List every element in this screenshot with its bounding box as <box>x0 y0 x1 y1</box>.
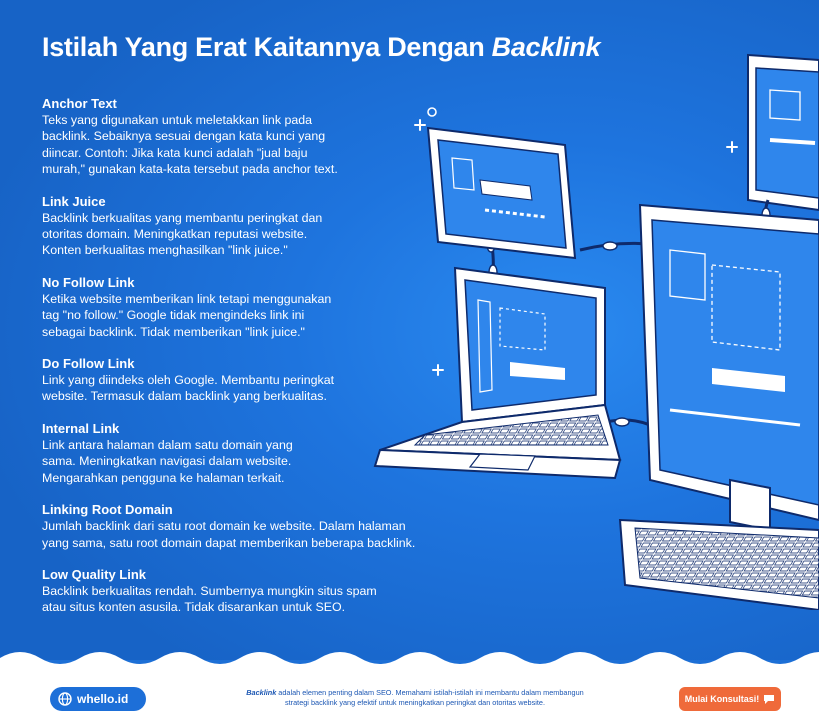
title-emphasis: Backlink <box>491 32 601 62</box>
footer-note <box>200 688 630 708</box>
term-description-line: Backlink berkualitas yang membantu peringkat dan <box>42 210 323 225</box>
footer-note-emphasis: Backlink <box>246 688 277 697</box>
consult-button[interactable] <box>679 687 781 711</box>
term-description-line: Link yang diindeks oleh Google. Membantu peringkat <box>42 373 335 388</box>
term-description-line: Teks yang digunakan untuk meletakkan link pada <box>42 113 313 127</box>
desktop-monitor <box>620 205 819 610</box>
tablet <box>428 128 575 258</box>
term-title: Low Quality Link <box>42 566 147 582</box>
footer-wave <box>0 640 819 670</box>
globe-icon <box>58 692 72 706</box>
term-description-line: Ketika website memberikan link tetapi menggunakan <box>42 291 332 306</box>
term-title: Link Juice <box>42 193 106 209</box>
monitor-top-right <box>748 55 819 210</box>
term-title: Internal Link <box>42 420 120 436</box>
laptop <box>375 268 620 478</box>
logo-text: whello.id <box>77 692 129 706</box>
term-description-line: Konten berkualitas menghasilkan "link juice." <box>42 243 288 258</box>
devices-illustration <box>360 50 819 610</box>
term-title: No Follow Link <box>42 274 135 290</box>
term-description-line: Jumlah backlink dari satu root domain ke website. Dalam halaman <box>42 519 406 534</box>
logo-button[interactable] <box>50 687 146 711</box>
term-description-line: Mengarahkan pengguna ke halaman terkait. <box>42 470 285 485</box>
footer <box>0 668 819 727</box>
footer-note-line2: strategi backlink yang efektif untuk meningkatkan peringkat dan otoritas website. <box>285 698 545 707</box>
chat-icon <box>763 694 775 705</box>
title-prefix: Istilah Yang Erat Kaitannya Dengan <box>42 32 492 62</box>
term-description-line: diincar. Contoh: Jika kata kunci adalah "jual baju <box>42 145 308 160</box>
term-description-line: sama. Meningkatkan navigasi dalam website. <box>42 454 292 469</box>
term-description-line: Link antara halaman dalam satu domain yang <box>42 437 293 452</box>
term-description-line: yang sama, satu root domain dapat memberikan beberapa backlink. <box>42 535 416 550</box>
consult-button-label: Mulai Konsultasi! <box>684 694 760 704</box>
term-title: Anchor Text <box>42 96 117 111</box>
term-description-line: murah," gunakan kata-kata tersebut pada anchor text. <box>42 162 338 177</box>
term-title: Do Follow Link <box>42 356 135 372</box>
term-title: Linking Root Domain <box>42 502 173 518</box>
term-description-line: website. Termasuk dalam backlink yang berkualitas. <box>42 389 327 404</box>
footer-note-line1: adalah elemen penting dalam SEO. Memahami istilah-istilah ini membantu dalam membangun <box>276 688 584 697</box>
term-description-line: atau situs konten asusila. Tidak disarankan untuk SEO. <box>42 600 346 615</box>
term-description-line: sebagai backlink. Tidak memberikan "link juice." <box>42 324 305 339</box>
term-description-line: tag "no follow." Google tidak mengindeks link ini <box>42 308 305 323</box>
term-description-line: backlink. Sebaiknya sesuai dengan kata kunci yang <box>42 129 326 144</box>
term-description-line: Backlink berkualitas rendah. Sumbernya mungkin situs spam <box>42 583 377 598</box>
term-description-line: otoritas domain. Meningkatkan reputasi website. <box>42 227 308 242</box>
